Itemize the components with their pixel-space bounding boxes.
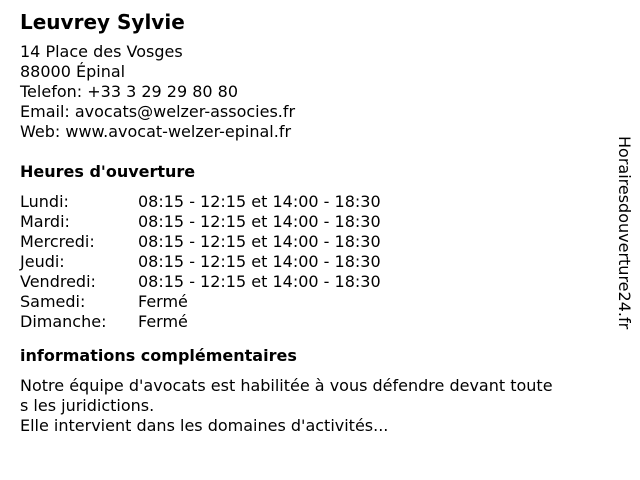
day-label: Jeudi: bbox=[20, 252, 65, 271]
day-label: Dimanche: bbox=[20, 312, 107, 331]
business-name: Leuvrey Sylvie bbox=[20, 10, 185, 34]
info-text-line: Notre équipe d'avocats est habilitée à vous défendre devant toute bbox=[20, 376, 553, 395]
info-text-line: Elle intervient dans les domaines d'activités... bbox=[20, 416, 389, 435]
day-hours: 08:15 - 12:15 et 14:00 - 18:30 bbox=[138, 252, 381, 271]
info-description bbox=[20, 376, 600, 436]
day-label: Mercredi: bbox=[20, 232, 95, 251]
day-hours: Fermé bbox=[138, 292, 188, 311]
phone-line: Telefon: +33 3 29 29 80 80 bbox=[20, 82, 239, 101]
day-label: Mardi: bbox=[20, 212, 70, 231]
day-label: Lundi: bbox=[20, 192, 69, 211]
hours-row-tuesday bbox=[20, 212, 610, 232]
hours-row-thursday bbox=[20, 252, 610, 272]
day-label: Samedi: bbox=[20, 292, 86, 311]
web-line: Web: www.avocat-welzer-epinal.fr bbox=[20, 122, 292, 141]
day-hours: 08:15 - 12:15 et 14:00 - 18:30 bbox=[138, 272, 381, 291]
site-watermark: Horairesdouverture24.fr bbox=[615, 136, 634, 330]
hours-row-friday bbox=[20, 272, 610, 292]
info-title: informations complémentaires bbox=[20, 346, 297, 365]
day-hours: 08:15 - 12:15 et 14:00 - 18:30 bbox=[138, 232, 381, 251]
hours-row-wednesday bbox=[20, 232, 610, 252]
hours-row-monday bbox=[20, 192, 610, 212]
day-hours: 08:15 - 12:15 et 14:00 - 18:30 bbox=[138, 192, 381, 211]
hours-row-sunday bbox=[20, 312, 610, 332]
day-label: Vendredi: bbox=[20, 272, 96, 291]
email-line: Email: avocats@welzer-associes.fr bbox=[20, 102, 296, 121]
address-city: 88000 Épinal bbox=[20, 62, 126, 81]
hours-row-saturday bbox=[20, 292, 610, 312]
day-hours: Fermé bbox=[138, 312, 188, 331]
info-text-line: s les juridictions. bbox=[20, 396, 155, 415]
business-card bbox=[20, 8, 610, 436]
address-street: 14 Place des Vosges bbox=[20, 42, 183, 61]
hours-title: Heures d'ouverture bbox=[20, 162, 196, 181]
day-hours: 08:15 - 12:15 et 14:00 - 18:30 bbox=[138, 212, 381, 231]
